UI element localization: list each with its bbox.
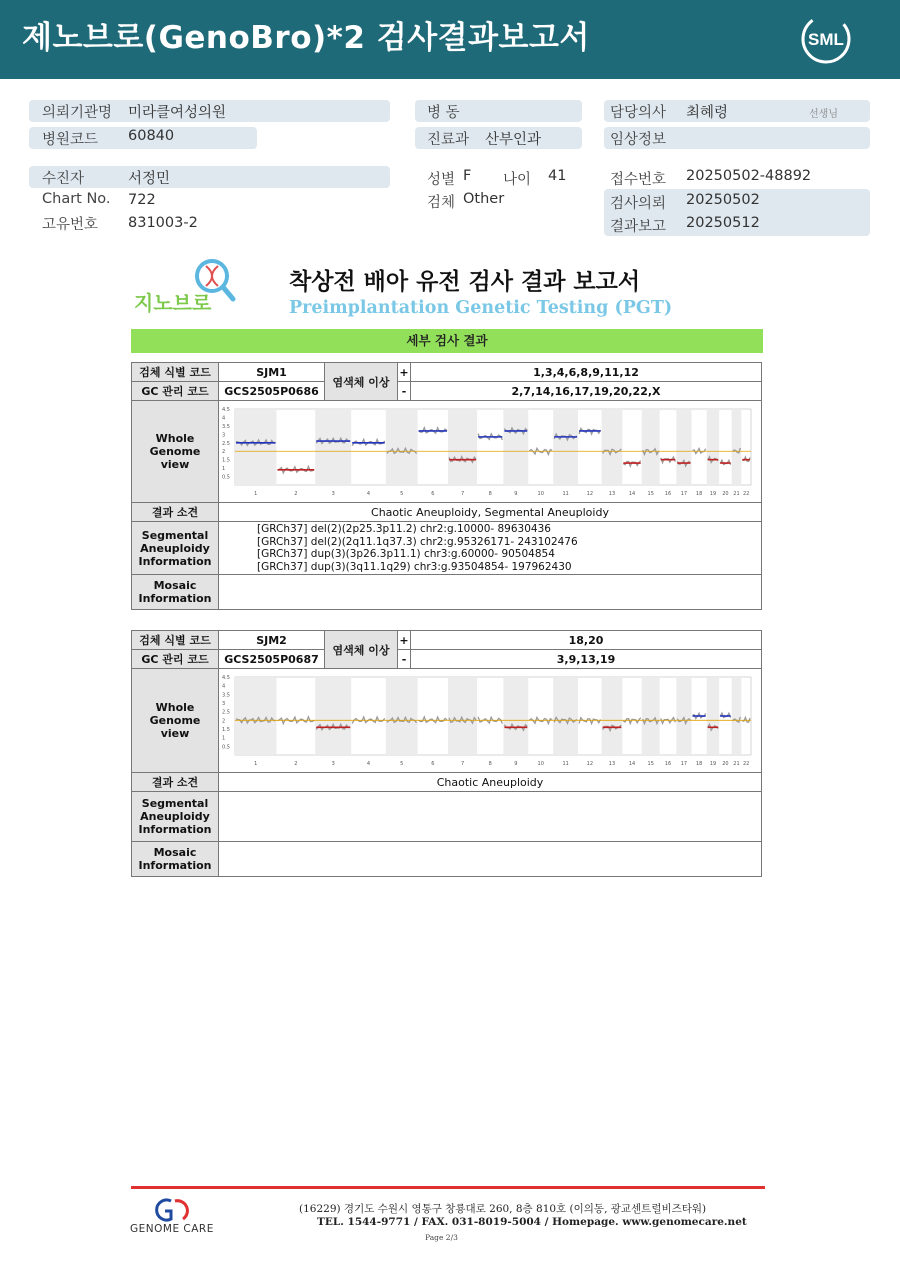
segmental-label: Segmental Aneuploidy Information	[132, 792, 219, 842]
mosaic-label: Mosaic Information	[132, 575, 219, 610]
footer-address: (16229) 경기도 수원시 영통구 창룡대로 260, 8층 810호 (이의동, 광교센트럴비즈타워)	[299, 1203, 707, 1215]
chromosome-tick-label: 20	[722, 761, 729, 767]
chromosome-band	[553, 409, 578, 485]
request-label: 검사의뢰	[610, 196, 667, 212]
y-tick-label: 2.5	[222, 709, 230, 716]
chromosome-tick-label: 2	[294, 491, 298, 497]
chromosome-tick-label: 20	[722, 491, 729, 497]
specimen-value: Other	[463, 191, 505, 207]
department-value: 산부인과	[485, 132, 542, 148]
chromosome-tick-label: 15	[647, 761, 654, 767]
y-tick-label: 2.5	[222, 440, 230, 447]
genobro-logo-text: 지노브로	[134, 291, 212, 315]
unique-label: 고유번호	[42, 217, 99, 233]
chromosome-band	[642, 409, 660, 485]
chromosome-band	[448, 409, 477, 485]
hospital-code-value: 60840	[128, 128, 175, 144]
chromosome-tick-label: 4	[366, 761, 371, 767]
clinical-label: 임상정보	[610, 132, 667, 148]
specimen-label: 검체	[427, 195, 456, 211]
chromosome-tick-label: 14	[628, 761, 636, 767]
age-label: 나이	[503, 172, 532, 188]
chromosome-tick-label: 18	[695, 761, 703, 767]
chromosome-tick-label: 6	[431, 761, 435, 767]
chromosome-band	[676, 677, 691, 755]
sex-value: F	[463, 168, 472, 184]
segmental-line: [GRCh37] dup(3)(3q11.1q29) chr3:g.93504854- 197962430	[257, 560, 572, 573]
chromosome-band	[503, 677, 528, 755]
gain-chromosomes: 18,20	[411, 631, 762, 650]
whole-genome-label: Whole Genome view	[132, 669, 219, 773]
chromosome-tick-label: 8	[488, 491, 492, 497]
y-tick-label: 4.5	[222, 407, 230, 413]
chromosome-tick-label: 10	[537, 761, 544, 767]
y-tick-label: 3	[222, 701, 226, 707]
y-tick-label: 3.5	[222, 423, 230, 430]
sample-table-1	[131, 362, 762, 610]
chart-value: 722	[128, 192, 156, 208]
chromosome-band	[707, 677, 719, 755]
whole-genome-view	[219, 669, 755, 769]
chromosome-tick-label: 15	[647, 491, 654, 497]
institution-value: 미라클여성의원	[128, 105, 227, 121]
chromosome-abnormality-label: 염색체 이상	[325, 363, 398, 401]
chromosome-tick-label: 1	[254, 491, 258, 497]
chromosome-tick-label: 5	[400, 761, 404, 767]
sml-logo	[800, 13, 852, 65]
report-header-title: 제노브로(GenoBro)*2 검사결과보고서	[22, 20, 590, 56]
chromosome-tick-label: 11	[562, 761, 569, 767]
department-label: 진료과	[427, 132, 470, 148]
chromosome-band	[235, 409, 277, 485]
gc-code-label: GC 관리 코드	[132, 382, 219, 401]
y-tick-label: 1.5	[222, 727, 230, 733]
y-tick-label: 1	[222, 735, 226, 742]
loss-sign: -	[398, 382, 411, 401]
chromosome-tick-label: 22	[742, 761, 750, 767]
chromosome-tick-label: 4	[366, 491, 371, 497]
chromosome-tick-label: 5	[400, 491, 404, 497]
receipt-label: 접수번호	[610, 172, 667, 188]
patient-label: 수진자	[42, 171, 85, 187]
chromosome-tick-label: 13	[608, 761, 616, 767]
chromosome-tick-label: 21	[733, 761, 740, 767]
y-tick-label: 3	[222, 432, 226, 439]
institution-label: 의뢰기관명	[42, 105, 113, 121]
result-label: 결과 소견	[132, 773, 219, 792]
chromosome-tick-label: 19	[709, 761, 717, 767]
whole-genome-view	[219, 401, 755, 499]
chromosome-band	[503, 409, 528, 485]
chromosome-band	[386, 677, 418, 755]
chromosome-tick-label: 9	[514, 761, 518, 767]
y-tick-label: 2	[222, 718, 226, 725]
segmental-line: [GRCh37] dup(3)(3p26.3p11.1) chr3:g.60000- 90504854	[257, 548, 555, 560]
y-tick-label: 1	[222, 466, 226, 473]
chromosome-band	[732, 677, 742, 755]
segmental-line: [GRCh37] del(2)(2p25.3p11.2) chr2:g.10000- 89630436	[257, 523, 551, 535]
footer-contact: TEL. 1544-9771 / FAX. 031-8019-5004 / Homepage. www.genomecare.net	[317, 1216, 747, 1228]
gain-sign: +	[398, 363, 411, 382]
chromosome-tick-label: 21	[733, 491, 740, 497]
segmental-label: Segmental Aneuploidy Information	[132, 522, 219, 575]
header-bar	[0, 0, 900, 79]
patient-value: 서정민	[128, 171, 171, 187]
chromosome-tick-label: 1	[254, 761, 258, 767]
chromosome-band	[602, 409, 623, 485]
sample-table-2	[131, 630, 762, 877]
y-tick-label: 4	[222, 415, 226, 422]
y-tick-label: 2	[222, 449, 226, 456]
whole-genome-label: Whole Genome view	[132, 401, 219, 503]
chromosome-tick-label: 10	[537, 491, 544, 497]
loss-sign: -	[398, 650, 411, 669]
chromosome-tick-label: 16	[664, 761, 672, 767]
gc-code: GCS2505P0686	[219, 382, 325, 401]
chromosome-band	[315, 409, 351, 485]
y-tick-label: 0.5	[222, 474, 230, 481]
genobro-logo	[132, 256, 247, 318]
chromosome-tick-label: 19	[709, 491, 717, 497]
chromosome-tick-label: 17	[680, 761, 688, 767]
chromosome-tick-label: 17	[680, 491, 688, 497]
mosaic-value	[219, 575, 762, 610]
gain-sign: +	[398, 631, 411, 650]
footer-divider	[131, 1186, 765, 1189]
gain-chromosomes: 1,3,4,6,8,9,11,12	[411, 363, 762, 382]
hospital-code-label: 병원코드	[42, 132, 99, 148]
age-value: 41	[548, 168, 567, 184]
report-title-en: Preimplantation Genetic Testing (PGT)	[289, 298, 673, 318]
sample-id: SJM1	[219, 363, 325, 382]
chromosome-band	[642, 677, 660, 755]
result-label: 결과 소견	[132, 503, 219, 522]
report-date: 20250512	[686, 215, 760, 231]
chromosome-band	[448, 677, 477, 755]
chromosome-tick-label: 2	[294, 761, 298, 767]
chromosome-tick-label: 18	[695, 491, 703, 497]
gc-code: GCS2505P0687	[219, 650, 325, 669]
y-tick-label: 4.5	[222, 675, 230, 681]
company-name: GENOME CARE	[130, 1223, 214, 1235]
segmental-line: [GRCh37] del(2)(2q11.1q37.3) chr2:g.95326171- 243102476	[257, 535, 578, 548]
chromosome-tick-label: 3	[331, 491, 335, 497]
doctor-title: 선생님	[809, 109, 838, 120]
chromosome-tick-label: 13	[608, 491, 616, 497]
chromosome-band	[676, 409, 691, 485]
sex-label: 성별	[427, 172, 456, 188]
chromosome-band	[386, 409, 418, 485]
section-banner: 세부 검사 결과	[131, 329, 763, 353]
chromosome-tick-label: 22	[742, 491, 750, 497]
chromosome-band	[707, 409, 719, 485]
mosaic-label: Mosaic Information	[132, 842, 219, 877]
y-tick-label: 3.5	[222, 692, 230, 699]
chromosome-tick-label: 6	[431, 491, 435, 497]
chromosome-tick-label: 7	[460, 491, 465, 497]
chromosome-tick-label: 8	[488, 761, 492, 767]
sample-id: SJM2	[219, 631, 325, 650]
doctor-label: 담당의사	[610, 105, 667, 121]
chromosome-band	[602, 677, 623, 755]
request-date: 20250502	[686, 192, 760, 208]
sample-id-label: 검체 식별 코드	[132, 631, 219, 650]
chromosome-tick-label: 7	[460, 761, 465, 767]
chromosome-band	[553, 677, 578, 755]
chromosome-tick-label: 12	[586, 491, 594, 497]
chromosome-tick-label: 3	[331, 761, 335, 767]
loss-chromosomes: 3,9,13,19	[411, 650, 762, 669]
result-text: Chaotic Aneuploidy, Segmental Aneuploidy	[219, 503, 762, 522]
report-title-ko: 착상전 배아 유전 검사 결과 보고서	[289, 269, 641, 295]
genome-care-logo	[153, 1197, 197, 1223]
gc-code-label: GC 관리 코드	[132, 650, 219, 669]
chromosome-tick-label: 14	[628, 491, 636, 497]
mosaic-value	[219, 842, 762, 877]
y-tick-label: 0.5	[222, 744, 230, 751]
chromosome-tick-label: 16	[664, 491, 672, 497]
chromosome-band	[732, 409, 742, 485]
chromosome-tick-label: 11	[562, 491, 569, 497]
chromosome-tick-label: 9	[514, 491, 518, 497]
sample-id-label: 검체 식별 코드	[132, 363, 219, 382]
unique-value: 831003-2	[128, 215, 198, 231]
page-number: Page 2/3	[425, 1233, 458, 1242]
chromosome-band	[315, 677, 351, 755]
sml-logo-text: SML	[808, 30, 844, 49]
chromosome-tick-label: 12	[586, 761, 594, 767]
receipt-value: 20250502-48892	[686, 168, 812, 184]
chromosome-abnormality-label: 염색체 이상	[325, 631, 398, 669]
y-tick-label: 1.5	[222, 457, 230, 464]
report-label: 결과보고	[610, 219, 667, 235]
chromosome-band	[235, 677, 277, 755]
loss-chromosomes: 2,7,14,16,17,19,20,22,X	[411, 382, 762, 401]
chart-label: Chart No.	[42, 191, 111, 207]
ward-label: 병 동	[427, 105, 460, 121]
doctor-value: 최혜령	[686, 105, 729, 121]
result-text: Chaotic Aneuploidy	[219, 773, 762, 792]
y-tick-label: 4	[222, 683, 226, 690]
